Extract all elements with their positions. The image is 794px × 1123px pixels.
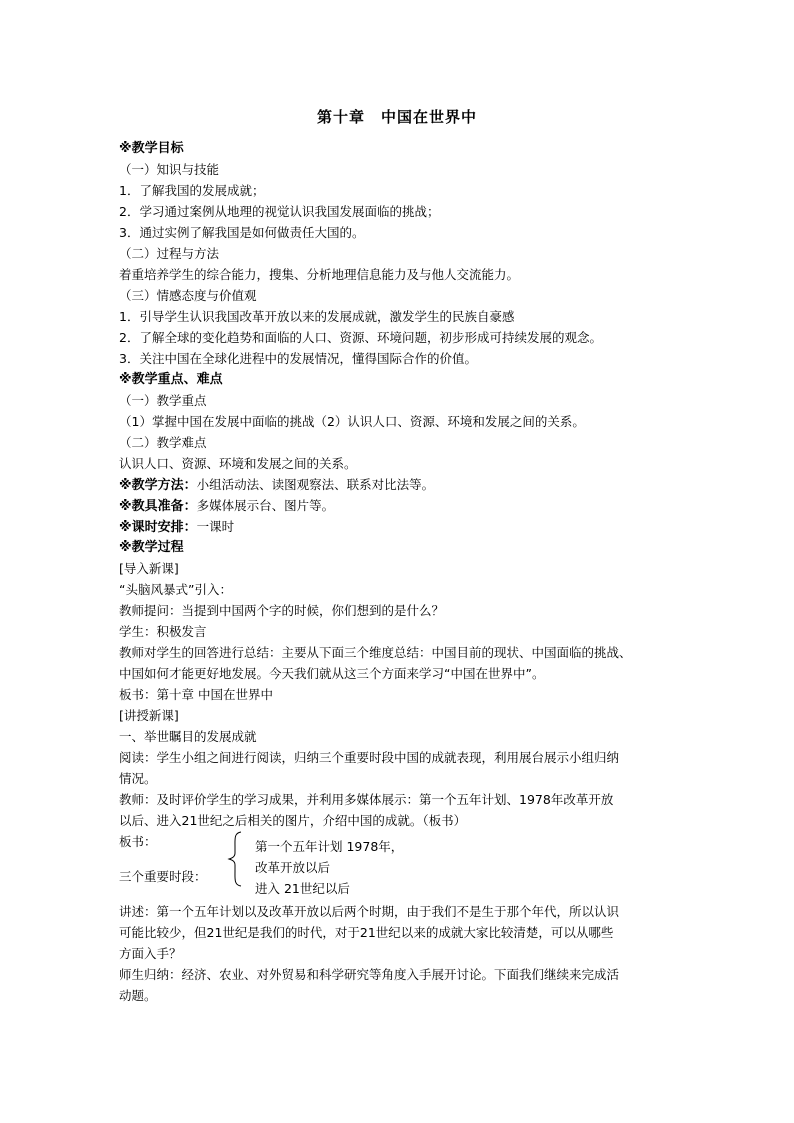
text-line: （二）教学难点 [119, 435, 207, 450]
text-line: [讲授新课] [119, 708, 179, 723]
labeled-line [119, 516, 679, 537]
text-line: 2．了解全球的变化趋势和面临的人口、资源、环境问题，初步形成可持续发展的观念。 [119, 330, 602, 345]
text-line: 3．通过实例了解我国是如何做责任大国的。 [119, 225, 365, 240]
text-line: 2．学习通过案例从地理的视觉认识我国发展面临的挑战； [119, 204, 440, 219]
process-section [119, 537, 679, 831]
text-line: 教师：及时评价学生的学习成果，并利用多媒体展示：第一个五年计划、1978年改革开放 [119, 792, 614, 807]
text-line: 讲述：第一个五年计划以及改革开放以后两个时期，由于我们不是生于那个年代，所以认识 [119, 904, 620, 919]
text-line: 阅读：学生小组之间进行阅读，归纳三个重要时段中国的成就表现，利用展台展示小组归纳 [119, 750, 620, 765]
board-stages [119, 831, 679, 896]
stage-list [255, 836, 403, 899]
labeled-line [119, 474, 679, 495]
text-line: 动题。 [119, 988, 157, 1003]
text-line: 可能比较少，但21世纪是我们的时代，对于21世纪以来的成就大家比较清楚，可以从哪些 [119, 925, 614, 940]
section-heading: ※教学过程 [119, 540, 184, 555]
text-line: （1）掌握中国在发展中面临的挑战（2）认识人口、资源、环境和发展之间的关系。 [119, 414, 585, 429]
stages-label: 三个重要时段： [119, 869, 207, 884]
board-label: 板书： [119, 834, 157, 849]
text-line: 认识人口、资源、环境和发展之间的关系。 [119, 456, 357, 471]
text-line: 中国如何才能更好地发展。今天我们就从这三个方面来学习“中国在世界中”。 [119, 666, 545, 681]
stage-item: 第一个五年计划 1978年， [255, 839, 404, 854]
text-line: 着重培养学生的综合能力，搜集、分析地理信息能力及与他人交流能力。 [119, 267, 520, 282]
labeled-line [119, 495, 679, 516]
discussion-section [119, 901, 679, 1006]
text-line: 学生：积极发言 [119, 624, 207, 639]
line-value: 小组活动法、读图观察法、联系对比法等。 [196, 477, 435, 492]
method-section [119, 474, 679, 537]
section-heading: ※教学目标 [119, 141, 184, 156]
text-line: （一）知识与技能 [119, 162, 220, 177]
chapter-title: 第十章 中国在世界中 [316, 108, 477, 126]
text-line: 方面入手？ [119, 946, 182, 961]
stage-item: 改革开放以后 [255, 860, 331, 875]
document-body [119, 138, 679, 1006]
text-line: 板书：第十章 中国在世界中 [119, 687, 273, 702]
text-line: 1．引导学生认识我国改革开放以来的发展成就，激发学生的民族自豪感 [119, 309, 515, 324]
text-line: 教师对学生的回答进行总结：主要从下面三个维度总结：中国目前的现状、中国面临的挑战、 [119, 645, 632, 660]
section-heading: ※教学重点、难点 [119, 372, 223, 387]
text-line: 以后、进入21世纪之后相关的图片，介绍中国的成就。（板书） [119, 813, 467, 828]
text-line: 1．了解我国的发展成就； [119, 183, 265, 198]
text-line: 3．关注中国在全球化进程中的发展情况，懂得国际合作的价值。 [119, 351, 477, 366]
text-line: “头脑风暴式”引入： [119, 582, 232, 597]
line-label: ※教学方法： [119, 478, 197, 493]
line-value: 多媒体展示台、图片等。 [196, 498, 335, 513]
line-label: ※教具准备： [119, 499, 197, 514]
text-line: （二）过程与方法 [119, 246, 220, 261]
objectives-section [119, 138, 679, 474]
stage-item: 进入 21世纪以后 [255, 881, 350, 896]
line-label: ※课时安排： [119, 520, 197, 535]
line-value: 一课时 [196, 519, 235, 534]
text-line: [导入新课] [119, 561, 179, 576]
text-line: 教师提问：当提到中国两个字的时候，你们想到的是什么？ [119, 603, 445, 618]
curly-brace-icon [227, 831, 243, 887]
text-line: 师生归纳：经济、农业、对外贸易和科学研究等角度入手展开讨论。下面我们继续来完成活 [119, 967, 620, 982]
text-line: （一）教学重点 [119, 393, 207, 408]
text-line: （三）情感态度与价值观 [119, 288, 257, 303]
text-line: 一、举世瞩目的发展成就 [119, 729, 257, 744]
text-line: 情况。 [119, 771, 157, 786]
